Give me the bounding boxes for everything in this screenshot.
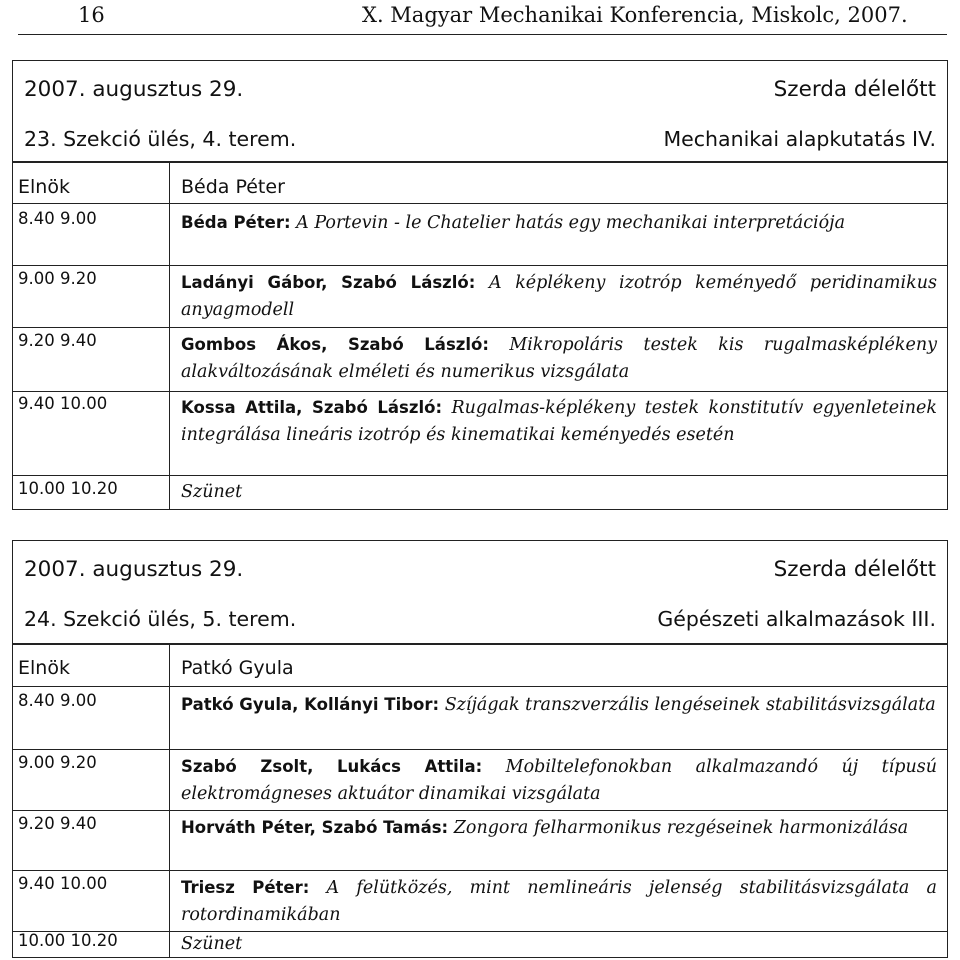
talk-time: 8.40 9.00	[18, 691, 97, 710]
talk-title: Rugalmas-képlékeny testek konstitutív egyenleteinek integrálása lineáris izotróp és kinematikai keményedés esetén	[181, 398, 937, 445]
talk-entry	[181, 479, 937, 506]
talk-entry	[181, 331, 937, 386]
talk-time: 9.00 9.20	[18, 269, 97, 288]
divider	[13, 475, 947, 476]
divider	[13, 643, 947, 645]
talk-title: Szíjágak transzverzális lengéseinek stabilitásvizsgálata	[444, 695, 936, 715]
session-block	[12, 60, 948, 510]
divider	[13, 265, 947, 266]
talk-time: 9.20 9.40	[18, 331, 97, 350]
talk-title: Mikropoláris testek kis rugalmasképlékeny alakváltozásának elméleti és numerikus vizsgálata	[181, 335, 937, 382]
talk-authors: Triesz Péter:	[181, 878, 310, 897]
divider	[13, 686, 947, 687]
session-topic: Mechanikai alapkutatás IV.	[663, 127, 936, 151]
talk-authors: Béda Péter:	[181, 213, 291, 232]
break-label: Szünet	[181, 934, 243, 954]
divider	[13, 327, 947, 328]
chair-name: Béda Péter	[181, 176, 285, 198]
page-number: 16	[78, 3, 105, 27]
talk-title: Zongora felharmonikus rezgéseinek harmonizálása	[453, 818, 909, 838]
running-head	[18, 0, 947, 35]
chair-label: Elnök	[18, 176, 70, 198]
session-day-part: Szerda délelőtt	[773, 557, 936, 582]
talk-time: 9.40 10.00	[18, 394, 108, 413]
break-label: Szünet	[181, 482, 243, 502]
divider	[13, 203, 947, 204]
talk-title: Mobiltelefonokban alkalmazandó új típusú elektromágneses aktuátor dinamikai vizsgálata	[181, 757, 937, 804]
session-topic: Gépészeti alkalmazások III.	[657, 607, 936, 631]
conference-title: X. Magyar Mechanikai Konferencia, Miskolc, 2007.	[362, 3, 908, 27]
talk-title: A felütközés, mint nemlineáris jelenség stabilitásvizsgálata a rotordinamikában	[181, 878, 937, 925]
talk-authors: Horváth Péter, Szabó Tamás:	[181, 818, 449, 837]
divider	[13, 810, 947, 811]
talk-time: 9.20 9.40	[18, 814, 97, 833]
talk-entry	[181, 874, 937, 929]
talk-entry	[181, 691, 937, 719]
talk-entry	[181, 931, 937, 958]
talk-time: 10.00 10.20	[18, 479, 118, 498]
divider	[13, 391, 947, 392]
talk-authors: Gombos Ákos, Szabó László:	[181, 335, 489, 354]
talk-time: 8.40 9.00	[18, 209, 97, 228]
talk-authors: Ladányi Gábor, Szabó László:	[181, 273, 476, 292]
talk-entry	[181, 209, 937, 237]
session-section: 24. Szekció ülés, 5. terem.	[24, 607, 297, 631]
column-divider	[169, 644, 170, 957]
chair-label: Elnök	[18, 657, 70, 679]
talk-time: 9.40 10.00	[18, 874, 108, 893]
session-day-part: Szerda délelőtt	[773, 77, 936, 102]
talk-authors: Kossa Attila, Szabó László:	[181, 398, 443, 417]
talk-authors: Patkó Gyula, Kollányi Tibor:	[181, 695, 440, 714]
chair-name: Patkó Gyula	[181, 657, 294, 679]
session-section: 23. Szekció ülés, 4. terem.	[24, 127, 297, 151]
talk-time: 10.00 10.20	[18, 931, 118, 950]
column-divider	[169, 162, 170, 509]
divider	[13, 870, 947, 871]
talk-entry	[181, 394, 937, 449]
talk-time: 9.00 9.20	[18, 753, 97, 772]
talk-title: A képlékeny izotróp keményedő peridinamikus anyagmodell	[181, 273, 937, 320]
talk-authors: Szabó Zsolt, Lukács Attila:	[181, 757, 483, 776]
talk-entry	[181, 814, 937, 842]
session-block	[12, 540, 948, 958]
divider	[13, 749, 947, 750]
session-date: 2007. augusztus 29.	[24, 77, 244, 102]
talk-entry	[181, 753, 937, 808]
session-date: 2007. augusztus 29.	[24, 557, 244, 582]
divider	[13, 161, 947, 163]
talk-title: A Portevin - le Chatelier hatás egy mechanikai interpretációja	[296, 213, 846, 233]
talk-entry	[181, 269, 937, 324]
